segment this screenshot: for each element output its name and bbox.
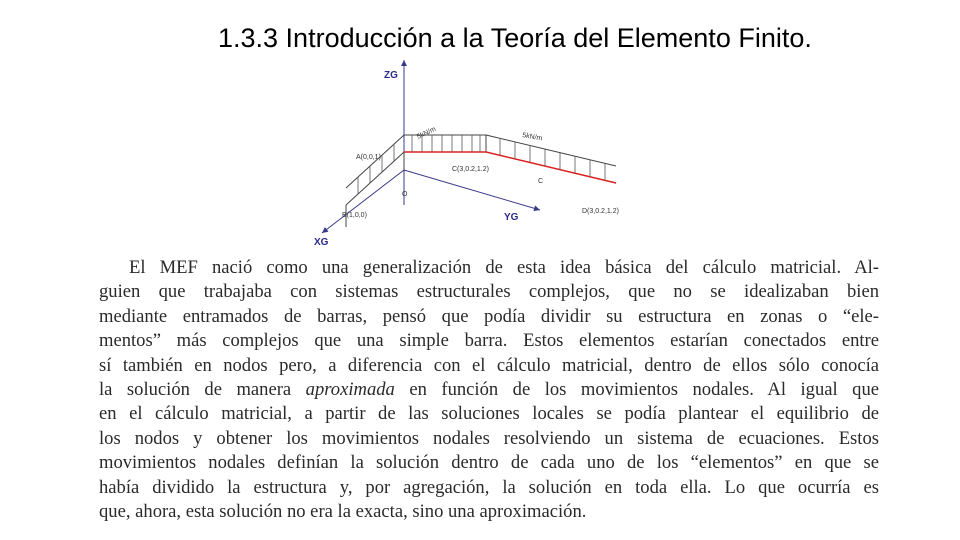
paragraph-line: sí también en nodos pero, a diferencia con el cálculo matricial, dentro de ellos sólo conocía — [99, 354, 879, 376]
label-load-1: 5kN/m — [415, 125, 438, 141]
paragraph-line: El MEF nació como una generalización de esta idea básica del cálculo matricial. Al- — [129, 257, 879, 278]
x-axis — [322, 170, 404, 233]
line-text: en función de los movimientos nodales. Al igual que — [394, 379, 879, 401]
frame-members — [346, 135, 616, 227]
label-c: C(3,0.2,1.2) — [452, 166, 489, 173]
label-c-small: C — [538, 178, 544, 185]
body-paragraph — [99, 256, 879, 524]
label-a: A(0,0,1) — [356, 154, 381, 161]
paragraph-line: mediante entramados de barras, pensó que podía dividir su estructura en zonas o “ele- — [99, 305, 879, 327]
structure-figure — [300, 55, 660, 255]
label-o-small: O — [402, 191, 408, 198]
z-axis-label: ZG — [384, 70, 398, 81]
x-axis-label: XG — [314, 237, 329, 248]
line-text: la solución de manera — [99, 379, 306, 401]
paragraph-line: movimientos nodales definían la solución dentro de cada uno de los “elementos” en que se — [99, 452, 879, 474]
paragraph-line: en el cálculo matricial, a partir de las soluciones locales se podía plantear el equilibrio de — [99, 403, 879, 425]
label-b: B(1,0,0) — [342, 212, 367, 219]
paragraph-line: los nodos y obtener los movimientos nodales resolviendo un sistema de ecuaciones. Estos — [99, 427, 879, 449]
y-axis-label: YG — [504, 212, 519, 223]
paragraph-line: había dividido la estructura y, por agregación, la solución en toda ella. Lo que ocurría es — [99, 476, 879, 498]
emphasis-text: aproximada — [305, 379, 395, 401]
paragraph-line — [99, 378, 879, 402]
structure-diagram — [300, 55, 660, 255]
paragraph-line: mentos” más complejos que una simple barra. Estos elementos estarían conectados entre — [99, 330, 879, 352]
label-d: D(3,0.2,1.2) — [582, 208, 619, 215]
label-load-2: 5kN/m — [521, 132, 543, 143]
paragraph-line: que, ahora, esta solución no era la exacta, sino una aproximación. — [99, 501, 587, 523]
slide-title: 1.3.3 Introducción a la Teoría del Elemento Finito. — [218, 23, 812, 53]
loaded-member — [404, 152, 616, 183]
paragraph-line: guien que trabajaba con sistemas estructurales complejos, que no se idealizaban bien — [99, 281, 879, 303]
y-axis — [404, 170, 540, 210]
